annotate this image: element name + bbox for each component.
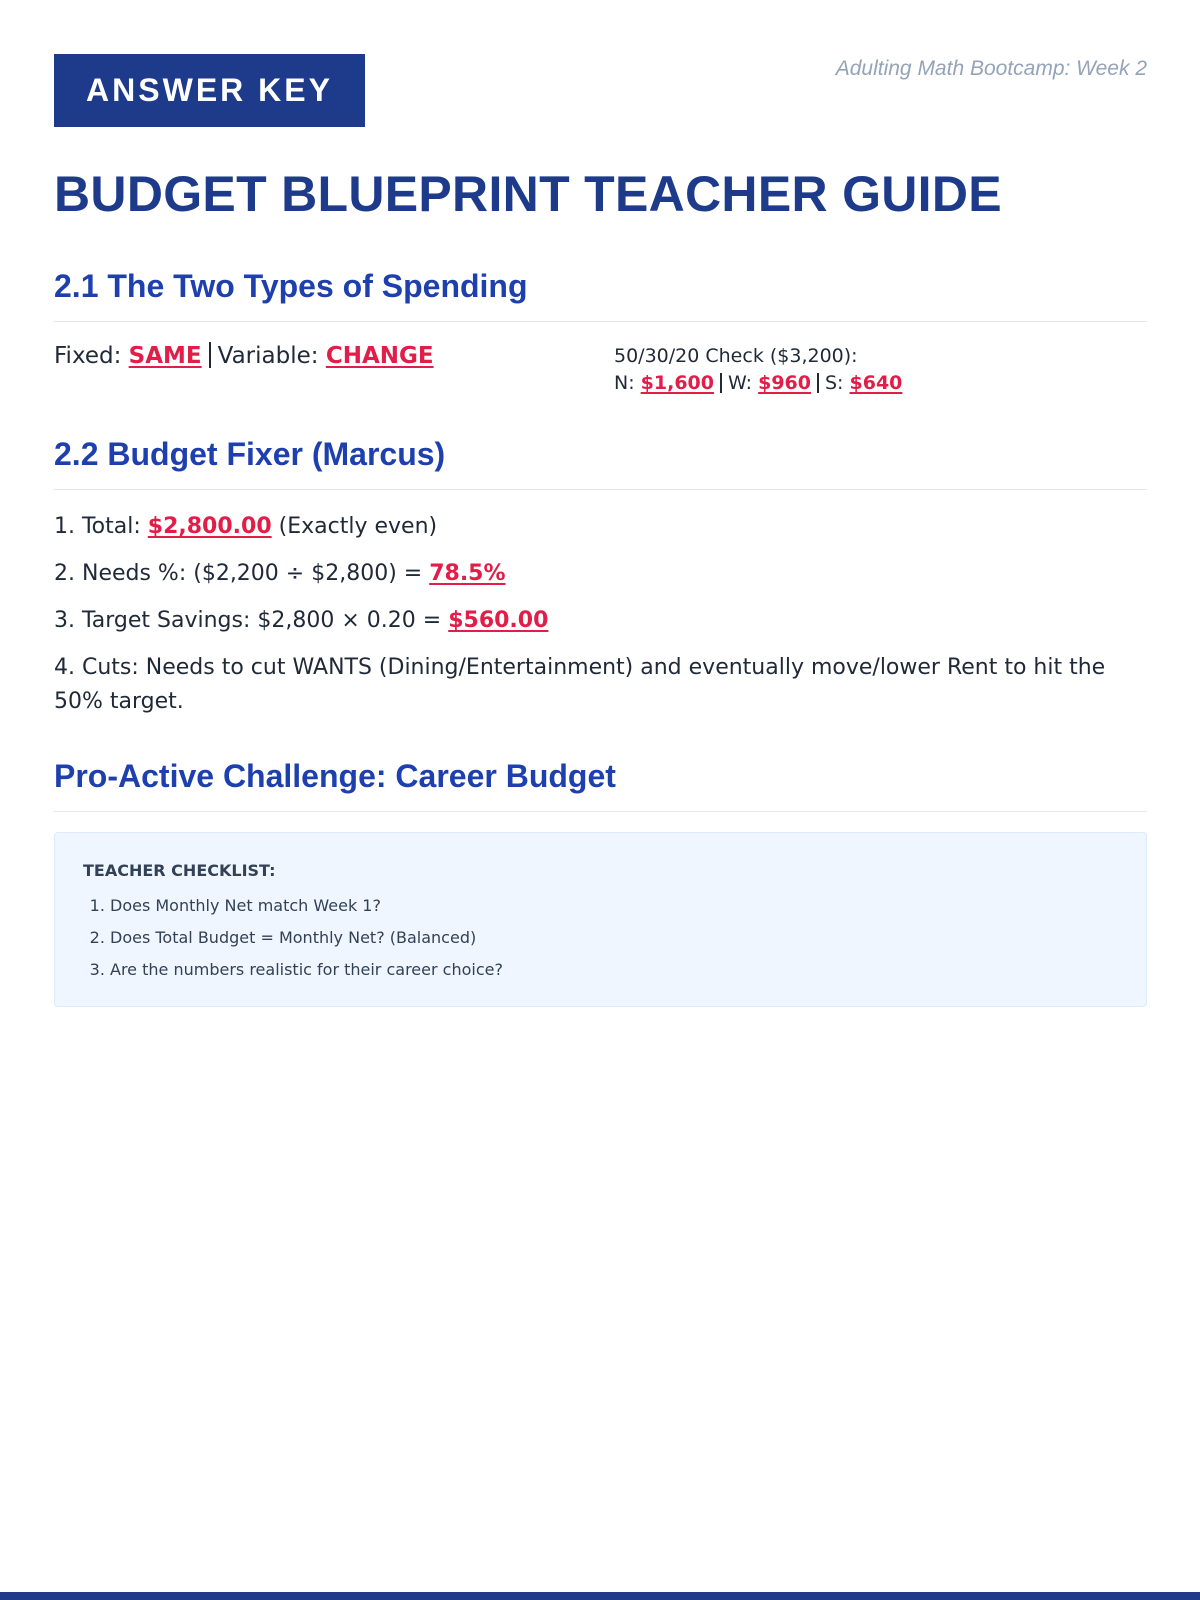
rule-check-title: 50/30/20 Check ($3,200): bbox=[614, 345, 858, 367]
answer-line-1 bbox=[54, 510, 1147, 544]
spending-types-answers bbox=[54, 342, 434, 369]
answer-key-badge: ANSWER KEY bbox=[54, 54, 365, 127]
wants-label: W: bbox=[727, 372, 759, 394]
teacher-checklist-panel bbox=[54, 832, 1147, 1007]
rule-check-block bbox=[614, 343, 902, 397]
fixed-label: Fixed: bbox=[54, 343, 129, 369]
savings-answer: $640 bbox=[849, 372, 903, 394]
q1-answer: $2,800.00 bbox=[147, 514, 272, 539]
footer-bar bbox=[0, 1592, 1200, 1600]
checklist-title: TEACHER CHECKLIST: bbox=[83, 861, 276, 880]
needs-label: N: bbox=[614, 372, 641, 394]
answer-line-4: 4. Cuts: Needs to cut WANTS (Dining/Entertainment) and eventually move/lower Rent to hit the 50% target. bbox=[54, 655, 1106, 714]
needs-answer: $1,600 bbox=[640, 372, 714, 394]
checklist-items bbox=[83, 896, 1118, 979]
answer-line-3 bbox=[54, 604, 1147, 638]
course-label: Adulting Math Bootcamp: Week 2 bbox=[835, 57, 1147, 80]
separator bbox=[209, 342, 211, 368]
checklist-item: 1. Does Monthly Net match Week 1? bbox=[110, 896, 1118, 915]
section-heading-budget-fixer: 2.2 Budget Fixer (Marcus) bbox=[54, 436, 1147, 490]
q3-answer: $560.00 bbox=[448, 608, 549, 633]
q3-prefix: 3. Target Savings: $2,800 × 0.20 = bbox=[54, 608, 449, 633]
fixed-answer: SAME bbox=[128, 343, 202, 369]
section-heading-spending-types: 2.1 The Two Types of Spending bbox=[54, 268, 1147, 322]
checklist-item: 3. Are the numbers realistic for their career choice? bbox=[110, 960, 1118, 979]
q1-suffix: (Exactly even) bbox=[271, 514, 438, 539]
q1-prefix: 1. Total: bbox=[54, 514, 148, 539]
checklist-item: 2. Does Total Budget = Monthly Net? (Balanced) bbox=[110, 928, 1118, 947]
variable-label: Variable: bbox=[217, 343, 326, 369]
budget-fixer-answers bbox=[54, 510, 1147, 732]
variable-answer: CHANGE bbox=[325, 343, 434, 369]
q2-answer: 78.5% bbox=[429, 561, 506, 586]
savings-label: S: bbox=[825, 372, 850, 394]
rule-check-answers bbox=[614, 370, 902, 397]
section-heading-career-budget: Pro-Active Challenge: Career Budget bbox=[54, 758, 1147, 812]
page-title: BUDGET BLUEPRINT TEACHER GUIDE bbox=[54, 166, 1002, 222]
q2-prefix: 2. Needs %: ($2,200 ÷ $2,800) = bbox=[54, 561, 430, 586]
answer-line-2 bbox=[54, 557, 1147, 591]
separator bbox=[817, 373, 819, 393]
wants-answer: $960 bbox=[758, 372, 811, 394]
separator bbox=[720, 373, 722, 393]
